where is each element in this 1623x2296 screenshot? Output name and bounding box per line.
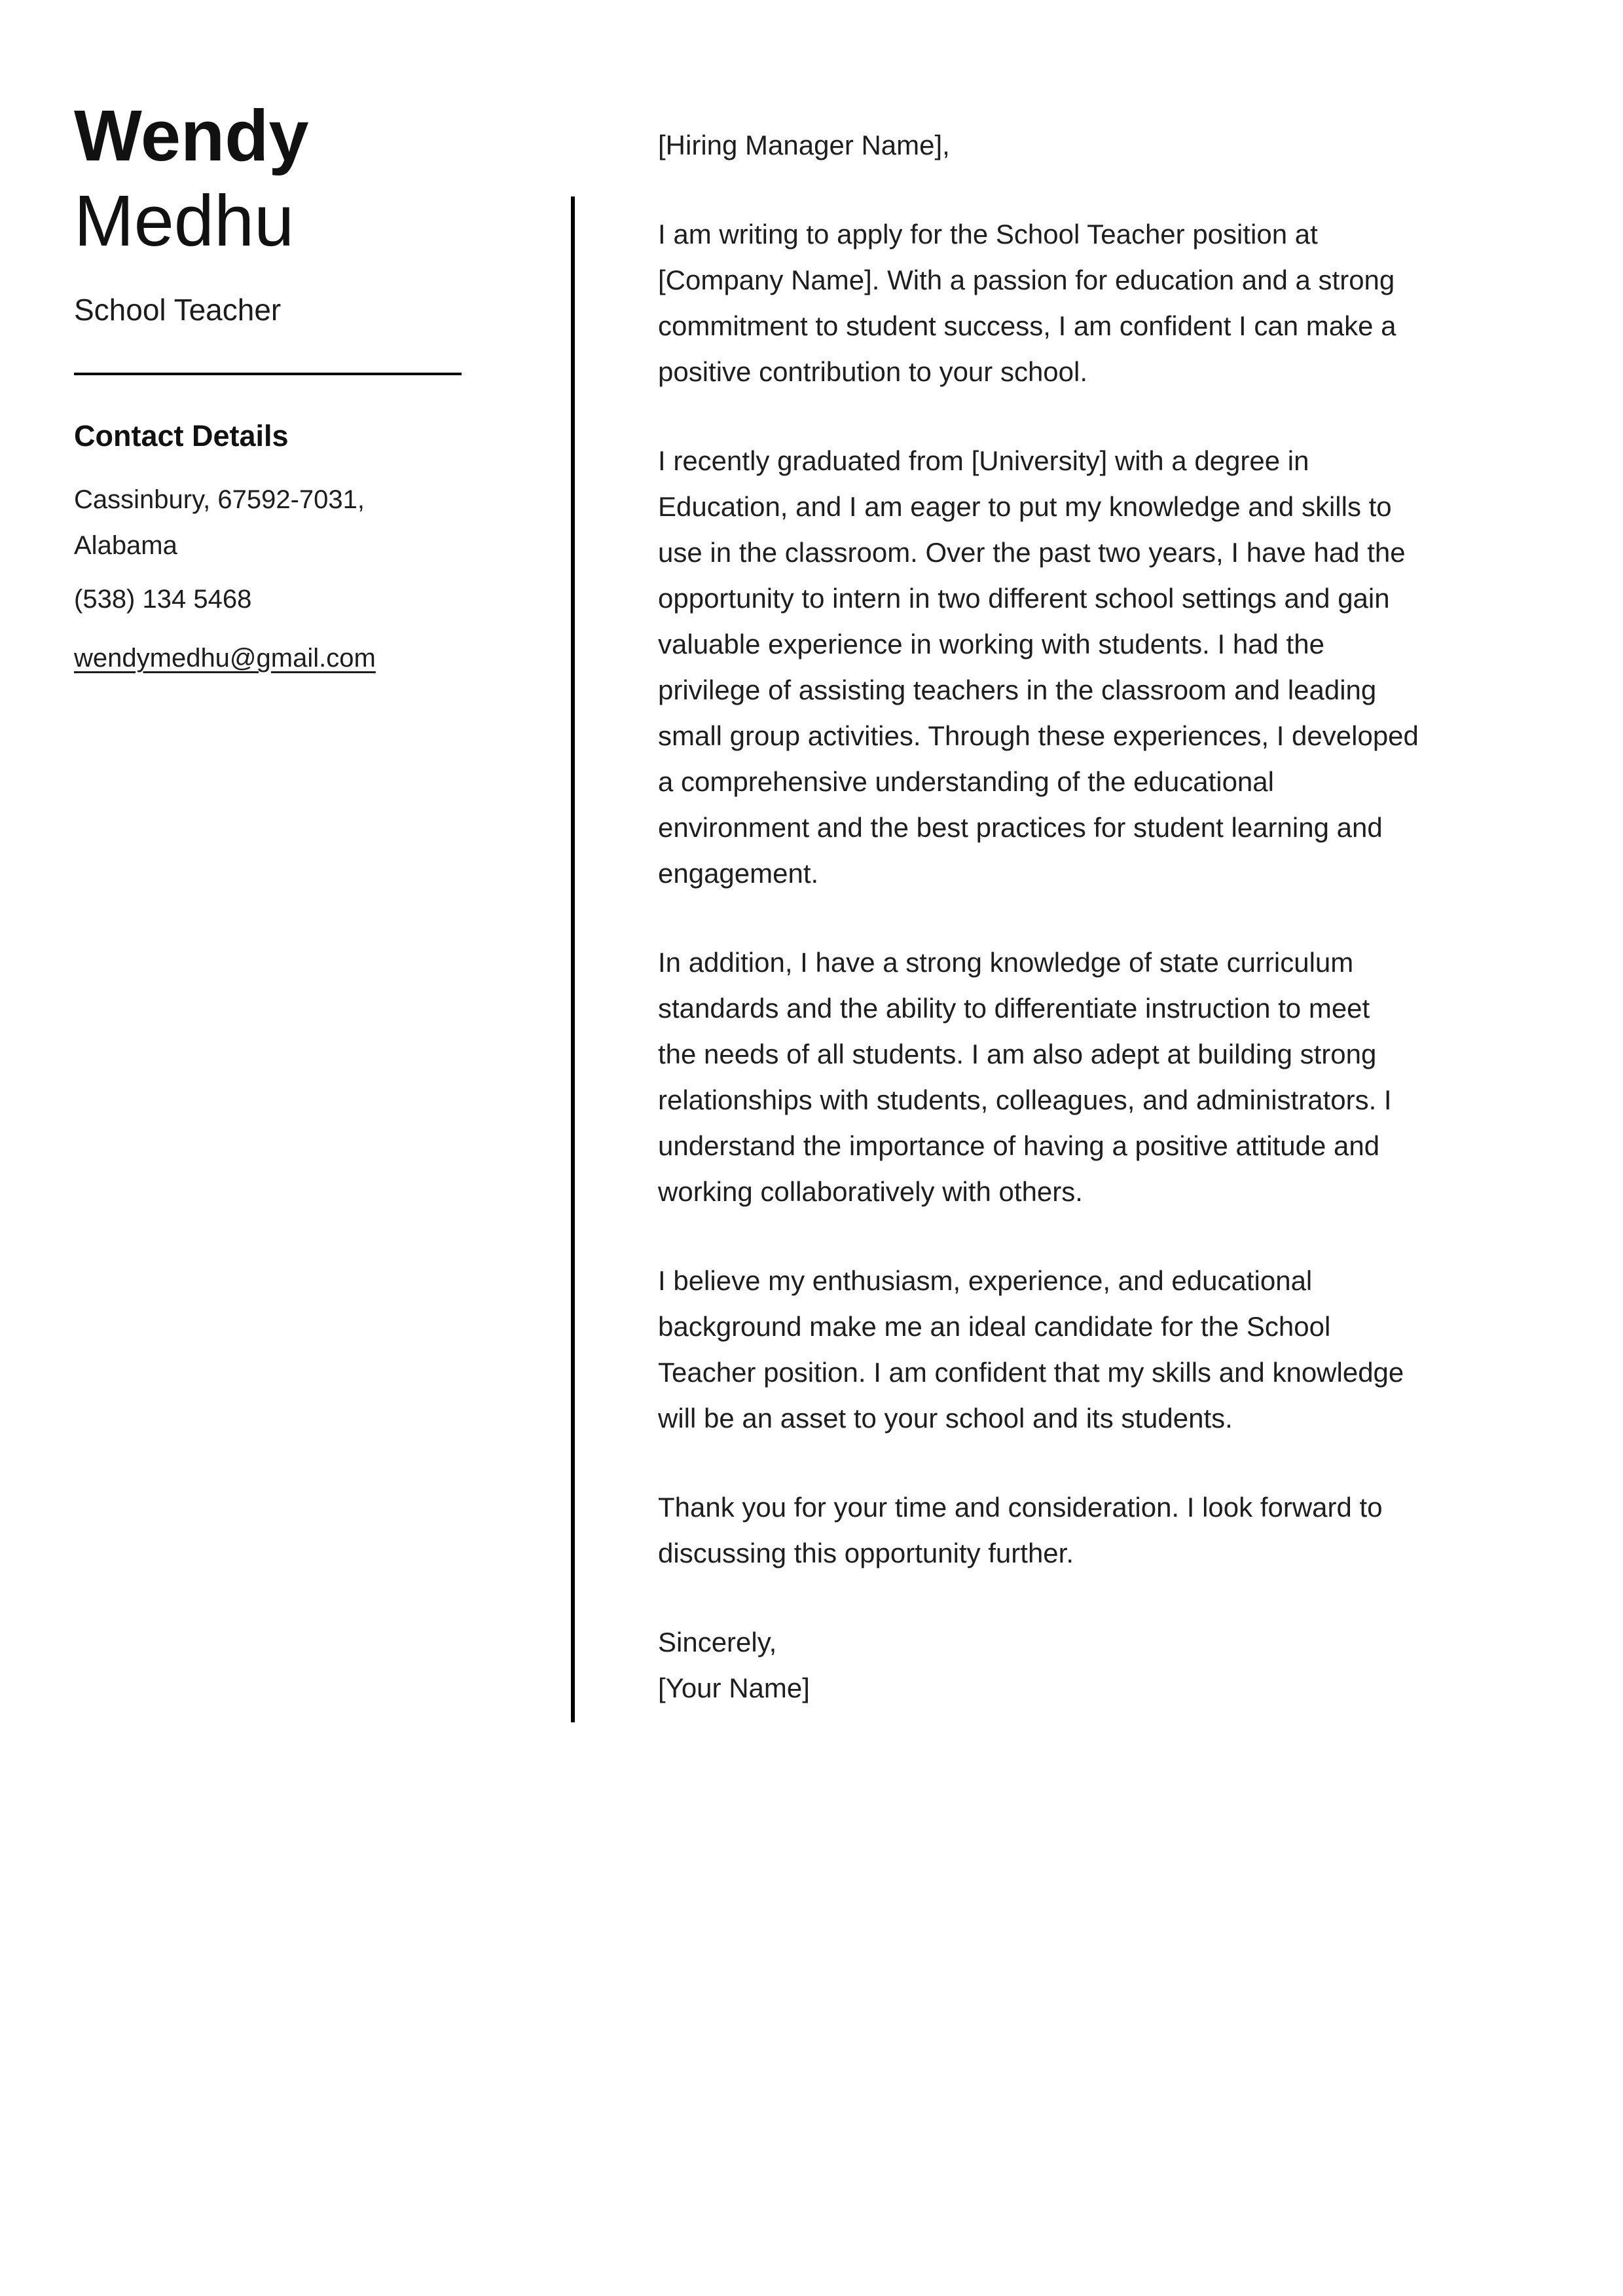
- letter-paragraph: [658, 940, 1561, 1215]
- letter-paragraph: [658, 212, 1561, 395]
- letter-line: Teacher position. I am confident that my skills and knowledge: [658, 1357, 1404, 1388]
- letter-line: commitment to student success, I am confident I can make a: [658, 310, 1396, 341]
- letter-line: I am writing to apply for the School Teacher position at: [658, 219, 1318, 250]
- letter-line: understand the importance of having a positive attitude and: [658, 1130, 1380, 1161]
- letter-line: opportunity to intern in two different school settings and gain: [658, 583, 1390, 614]
- phone-number: (538) 134 5468: [74, 585, 252, 614]
- letter-line: Thank you for your time and consideration. I look forward to: [658, 1492, 1383, 1523]
- letter-line: engagement.: [658, 858, 819, 889]
- contact-details-heading: Contact Details: [74, 419, 289, 453]
- sidebar: [74, 94, 519, 681]
- letter-line: environment and the best practices for student learning and: [658, 812, 1383, 843]
- address-line-2: Alabama: [74, 531, 177, 560]
- letter-line: Sincerely,: [658, 1627, 777, 1657]
- letter-line: a comprehensive understanding of the educational: [658, 766, 1274, 797]
- letter-line: will be an asset to your school and its students.: [658, 1403, 1233, 1434]
- letter-line: discussing this opportunity further.: [658, 1538, 1074, 1568]
- last-name: Medhu: [74, 181, 295, 261]
- person-name: [74, 94, 519, 264]
- letter-body: [658, 122, 1561, 1711]
- letter-line: the needs of all students. I am also adept at building strong: [658, 1039, 1377, 1069]
- letter-line: [Company Name]. With a passion for education and a strong: [658, 265, 1395, 295]
- letter-line: working collaboratively with others.: [658, 1176, 1083, 1207]
- letter-line: valuable experience in working with students. I had the: [658, 629, 1324, 659]
- job-title: School Teacher: [74, 293, 282, 327]
- letter-line: [Your Name]: [658, 1673, 810, 1703]
- letter-line: relationships with students, colleagues, and administrators. I: [658, 1084, 1392, 1115]
- letter-line: [Hiring Manager Name],: [658, 130, 950, 160]
- letter-line: use in the classroom. Over the past two years, I have had the: [658, 537, 1406, 568]
- letter-line: I recently graduated from [University] with a degree in: [658, 445, 1309, 476]
- letter-line: background make me an ideal candidate for the School: [658, 1311, 1331, 1342]
- letter-line: Education, and I am eager to put my knowledge and skills to: [658, 491, 1392, 522]
- letter-closing: [658, 1620, 1561, 1711]
- letter-greeting: [658, 122, 1561, 168]
- letter-line: In addition, I have a strong knowledge of state curriculum: [658, 947, 1354, 978]
- address-line-1: Cassinbury, 67592-7031,: [74, 485, 365, 514]
- email-link[interactable]: wendymedhu@gmail.com: [74, 644, 376, 673]
- letter-line: I believe my enthusiasm, experience, and educational: [658, 1265, 1313, 1296]
- vertical-divider: [571, 196, 575, 1722]
- horizontal-divider: [74, 373, 462, 375]
- letter-line: small group activities. Through these experiences, I developed: [658, 720, 1419, 751]
- letter-paragraph: [658, 1485, 1561, 1576]
- letter-paragraph: [658, 438, 1561, 897]
- first-name: Wendy: [74, 96, 309, 176]
- address: [74, 477, 519, 568]
- letter-line: standards and the ability to differentiate instruction to meet: [658, 993, 1370, 1024]
- letter-line: privilege of assisting teachers in the classroom and leading: [658, 675, 1377, 705]
- email-row: [74, 635, 519, 681]
- letter-line: positive contribution to your school.: [658, 356, 1088, 387]
- letter-paragraph: [658, 1258, 1561, 1441]
